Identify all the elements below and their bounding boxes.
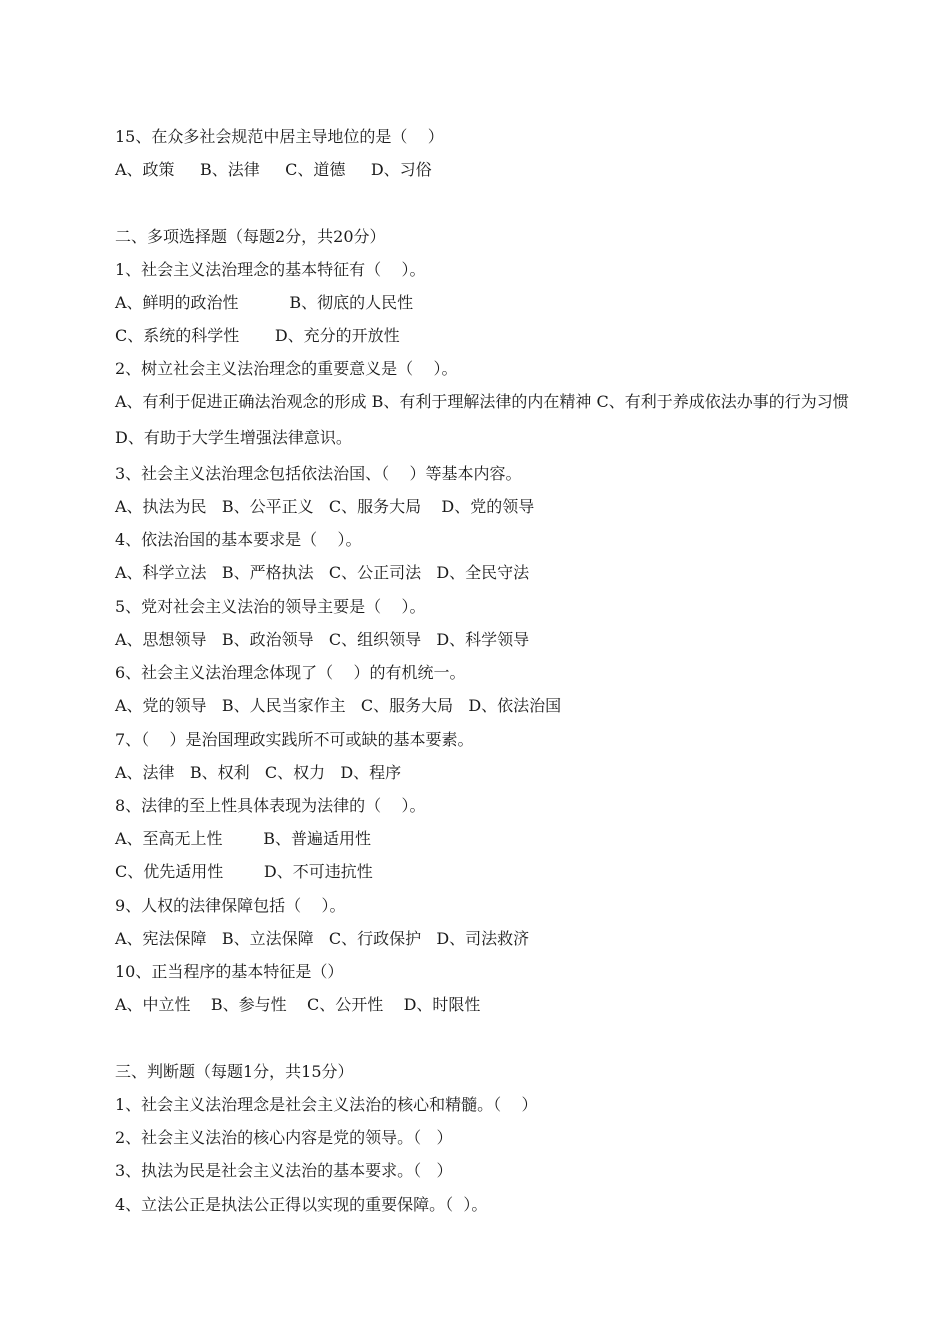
mc-question-9-options: A、宪法保障 B、立法保障 C、行政保护 D、司法救济 bbox=[115, 929, 530, 948]
mc-question-8-options-a: A、至高无上性 B、普遍适用性 bbox=[115, 829, 372, 848]
document-page bbox=[115, 0, 855, 1344]
question-15-stem: 15、在众多社会规范中居主导地位的是（ ） bbox=[115, 127, 444, 146]
mc-question-3-options: A、执法为民 B、公平正义 C、服务大局 D、党的领导 bbox=[115, 497, 535, 516]
mc-question-5-stem: 5、党对社会主义法治的领导主要是（ ）。 bbox=[115, 597, 426, 616]
mc-question-7-stem: 7、（ ）是治国理政实践所不可或缺的基本要素。 bbox=[115, 730, 474, 749]
mc-question-6-stem: 6、社会主义法治理念体现了（ ）的有机统一。 bbox=[115, 663, 466, 682]
mc-question-1-stem: 1、社会主义法治理念的基本特征有（ ）。 bbox=[115, 260, 426, 279]
mc-question-6-options: A、党的领导 B、人民当家作主 C、服务大局 D、依法治国 bbox=[115, 696, 562, 715]
question-15-options: A、政策 B、法律 C、道德 D、习俗 bbox=[115, 160, 432, 179]
section-3-title: 三、判断题（每题1分，共15分） bbox=[115, 1062, 354, 1081]
mc-question-8-stem: 8、法律的至上性具体表现为法律的（ ）。 bbox=[115, 796, 426, 815]
mc-question-9-stem: 9、人权的法律保障包括（ ）。 bbox=[115, 896, 346, 915]
mc-question-10-stem: 10、正当程序的基本特征是（） bbox=[115, 962, 344, 981]
mc-question-8-options-b: C、优先适用性 D、不可违抗性 bbox=[115, 862, 373, 881]
section-2-title: 二、多项选择题（每题2分，共20分） bbox=[115, 227, 386, 246]
mc-question-2-stem: 2、树立社会主义法治理念的重要意义是（ ）。 bbox=[115, 359, 458, 378]
mc-question-4-stem: 4、依法治国的基本要求是（ ）。 bbox=[115, 530, 362, 549]
mc-question-7-options: A、法律 B、权利 C、权力 D、程序 bbox=[115, 763, 402, 782]
mc-question-10-options: A、中立性 B、参与性 C、公开性 D、时限性 bbox=[115, 995, 481, 1014]
mc-question-4-options: A、科学立法 B、严格执法 C、公正司法 D、全民守法 bbox=[115, 563, 530, 582]
mc-question-1-options-b: C、系统的科学性 D、充分的开放性 bbox=[115, 326, 400, 345]
tf-question-2: 2、社会主义法治的核心内容是党的领导。（ ） bbox=[115, 1128, 453, 1147]
tf-question-3: 3、执法为民是社会主义法治的基本要求。（ ） bbox=[115, 1161, 453, 1180]
mc-question-3-stem: 3、社会主义法治理念包括依法治国、（ ）等基本内容。 bbox=[115, 464, 522, 483]
mc-question-1-options-a: A、鲜明的政治性 B、彻底的人民性 bbox=[115, 293, 414, 312]
mc-question-5-options: A、思想领导 B、政治领导 C、组织领导 D、科学领导 bbox=[115, 630, 530, 649]
mc-question-2-options: A、有利于促进正确法治观念的形成 B、有利于理解法律的内在精神 C、有利于养成依法办事的行为习惯 D、有助于大学生增强法律意识。 bbox=[115, 392, 849, 447]
tf-question-4: 4、立法公正是执法公正得以实现的重要保障。（ ）。 bbox=[115, 1195, 488, 1214]
tf-question-1: 1、社会主义法治理念是社会主义法治的核心和精髓。（ ） bbox=[115, 1095, 538, 1114]
